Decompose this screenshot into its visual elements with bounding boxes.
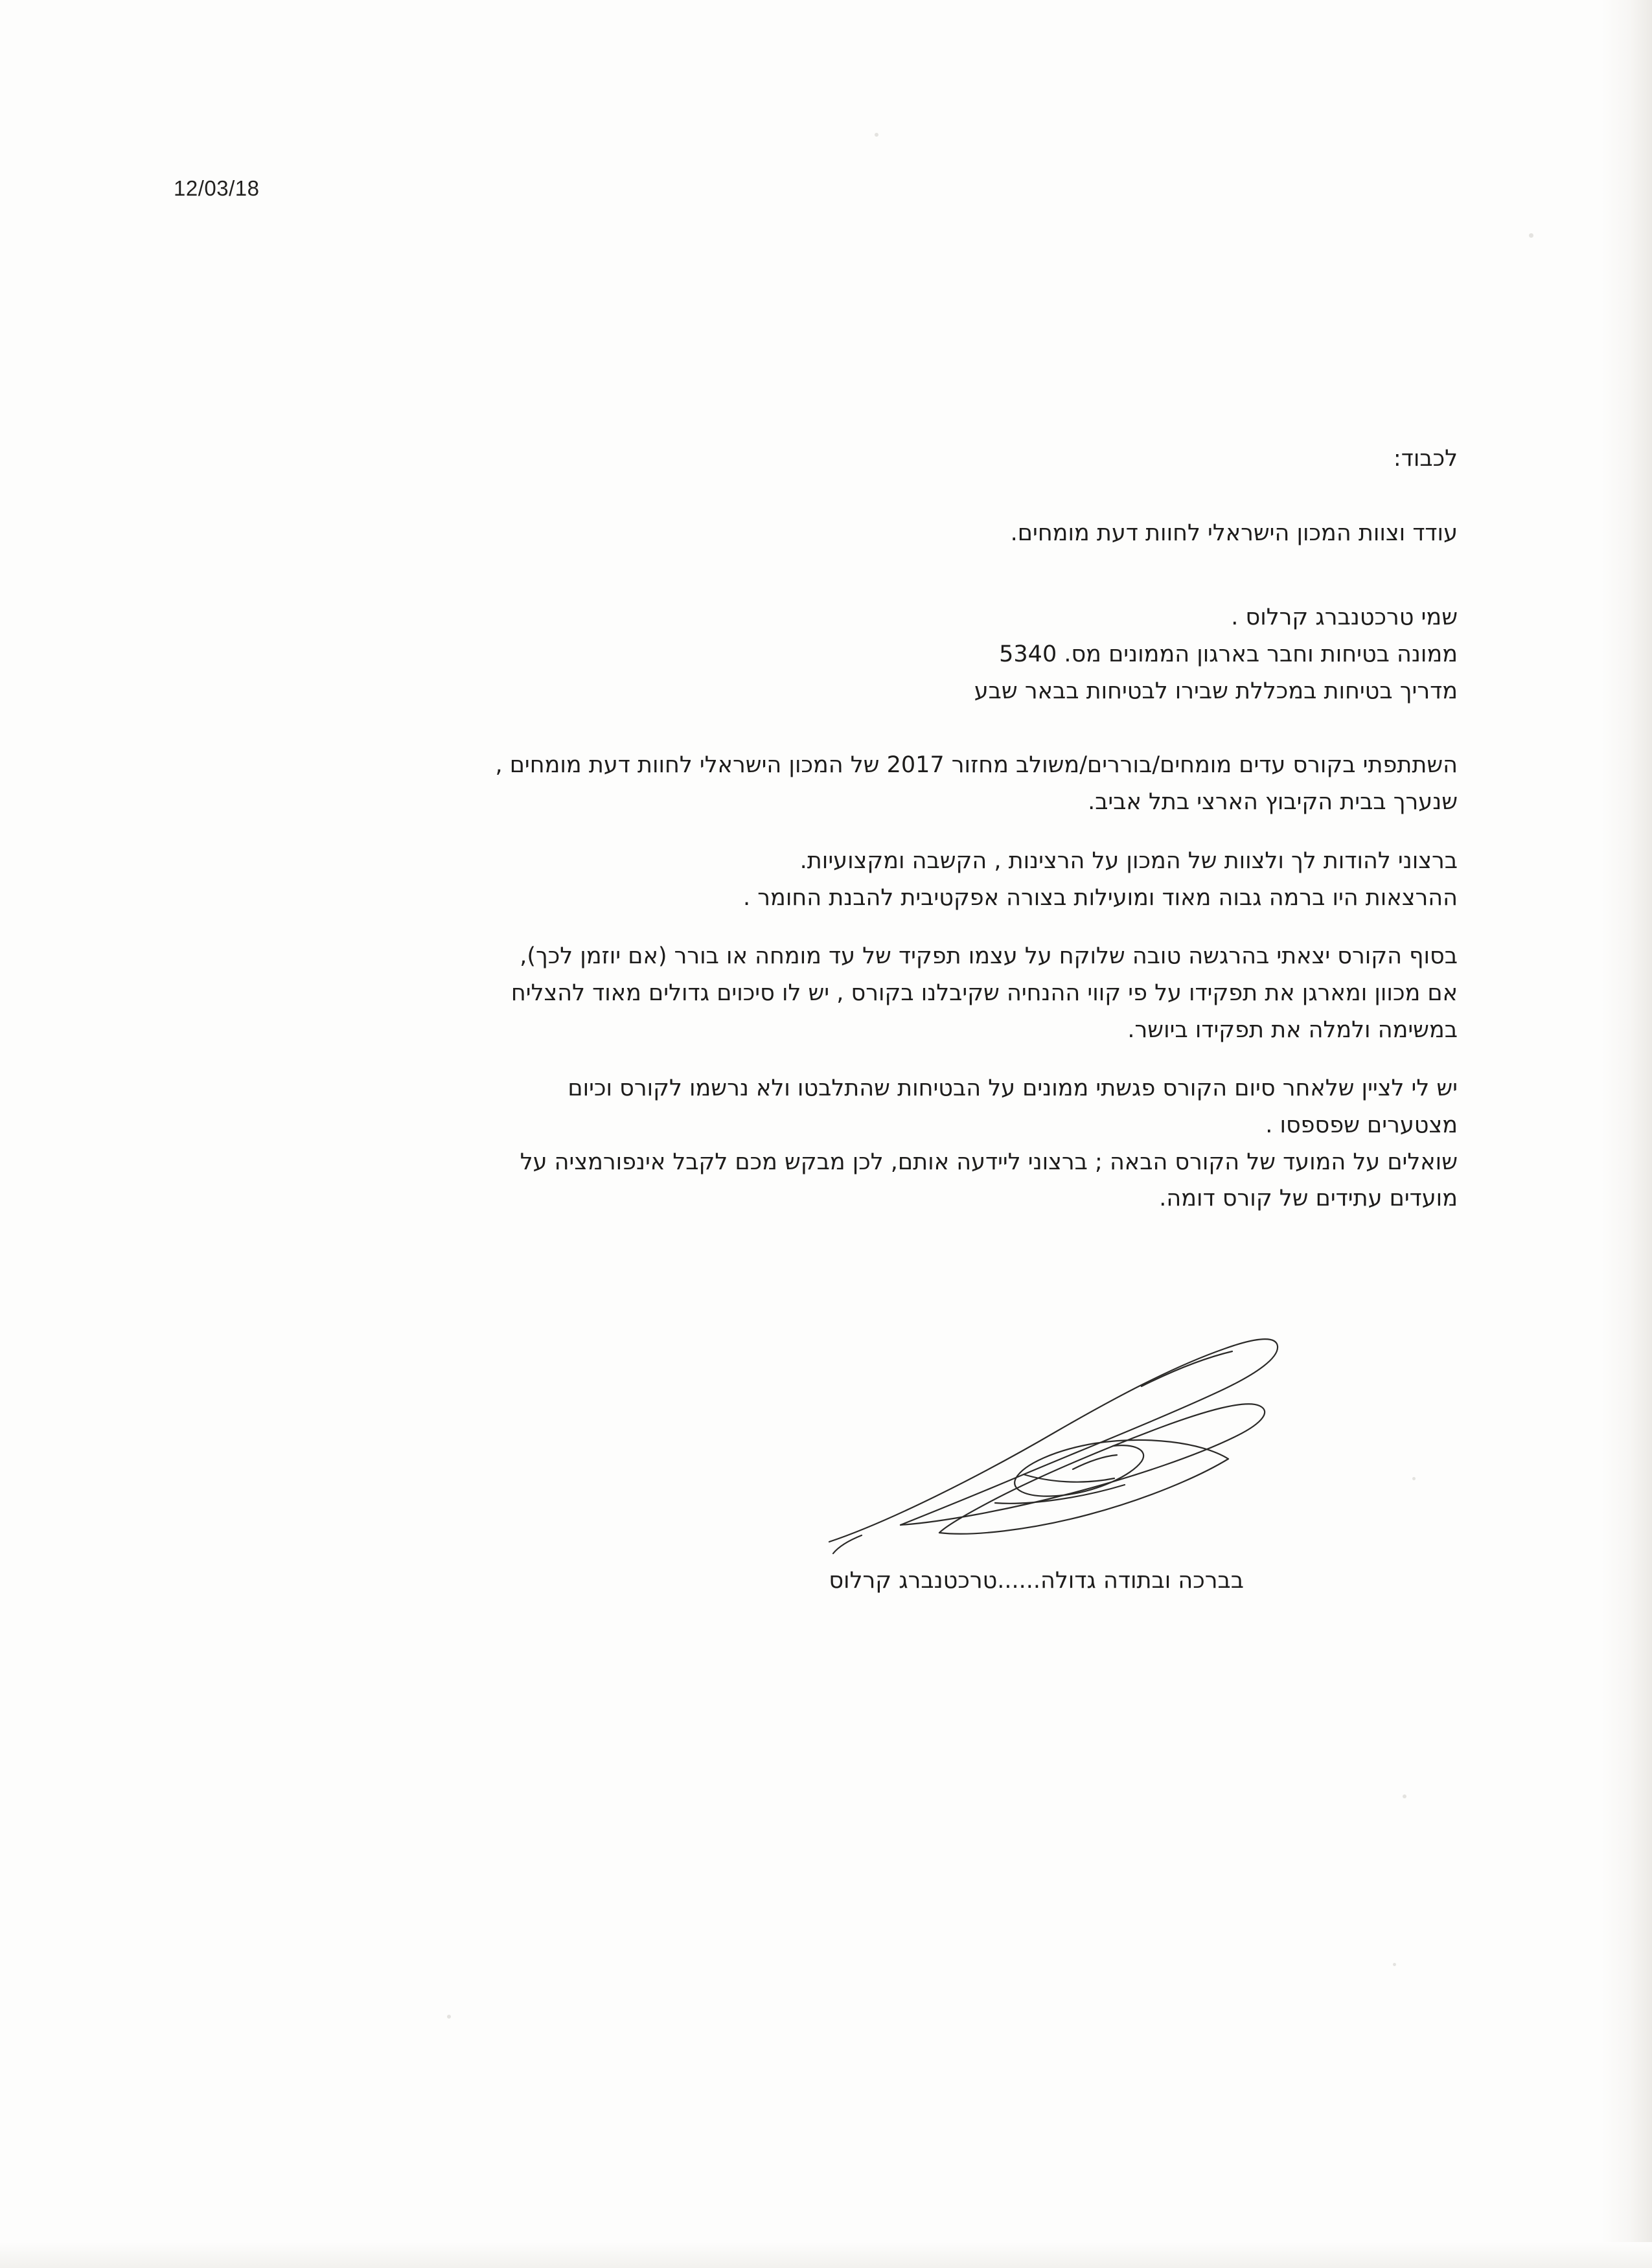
letter-body [162, 441, 1458, 1217]
spacer [162, 1048, 1458, 1070]
paragraph-3-line-3: במשימה ולמלה את תפקידו ביושר. [1127, 1016, 1458, 1043]
signature-area [162, 1309, 1458, 1620]
paragraph-3-line-1: בסוף הקורס יצאתי בהרגשה טובה שלוקח על עצמו תפקיד של עד מומחה או בורר (אם יוזמן לכך), [520, 943, 1458, 970]
paragraph-1 [162, 747, 1458, 820]
spacer [162, 551, 1458, 599]
salutation: לכבוד: [1393, 446, 1458, 472]
spacer [162, 709, 1458, 747]
paragraph-4 [162, 1070, 1458, 1217]
paragraph-1-line-1: השתתפתי בקורס עדים מומחים/בוררים/משולב מחזור 2017 של המכון הישראלי לחוות דעת מומחים , [495, 752, 1458, 779]
handwritten-signature [810, 1309, 1302, 1583]
paragraph-2-line-2: ההרצאות היו ברמה גבוה מאוד ומועילות בצורה אפקטיבית להבנת החומר . [743, 884, 1458, 911]
paragraph-4-line-2: מצטערים שפספסו . [1265, 1112, 1458, 1138]
paragraph-4-line-4: מועדים עתידים של קורס דומה. [1159, 1186, 1458, 1212]
paragraph-2-line-1: ברצוני להודות לך ולצוות של המכון על הרצינות , הקשבה ומקצועיות. [799, 847, 1458, 874]
paragraph-3 [162, 938, 1458, 1048]
scan-speck [447, 2015, 451, 2019]
spacer [162, 477, 1458, 515]
paragraph-4-line-1: יש לי לציין שלאחר סיום הקורס פגשתי ממונים על הבטיחות שהתלבטו ולא נרשמו לקורס וכיום [568, 1075, 1458, 1102]
scan-speck [1403, 1794, 1406, 1798]
scan-speck [1529, 233, 1533, 238]
paragraph-2 [162, 843, 1458, 916]
recipient-line: עודד וצוות המכון הישראלי לחוות דעת מומחים. [1010, 520, 1458, 546]
scan-speck [1393, 1963, 1396, 1966]
sender-affiliation: מדריך בטיחות במכללת שבירו לבטיחות בבאר שבע [974, 678, 1458, 704]
paragraph-3-line-2: אם מכוון ומארגן את תפקידו על פי קווי ההנחיה שקיבלנו בקורס , יש לו סיכוים גדולים מאוד להצליח [511, 979, 1458, 1006]
paragraph-4-line-3: שואלים על המועד של הקורס הבאה ; ברצוני ליידעה אותם, לכן מבקש מכם לקבל אינפורמציה על [520, 1149, 1458, 1175]
spacer [162, 821, 1458, 843]
scan-edge-shadow-right [1601, 0, 1652, 2268]
scan-edge-shadow-bottom [0, 2242, 1652, 2268]
sender-identity-block [162, 599, 1458, 709]
closing-line: בברכה ובתודה גדולה......טרכטנברג קרלוס [829, 1568, 1244, 1594]
sender-name: שמי טרכטנברג קרלוס . [1231, 604, 1458, 631]
date-stamp: 12/03/18 [174, 176, 260, 200]
scan-speck [875, 133, 878, 137]
spacer [162, 916, 1458, 938]
sender-role: ממונה בטיחות וחבר בארגון הממונים מס. 5340 [999, 641, 1458, 668]
paragraph-1-line-2: שנערך בבית הקיבוץ הארצי בתל אביב. [1088, 789, 1458, 816]
